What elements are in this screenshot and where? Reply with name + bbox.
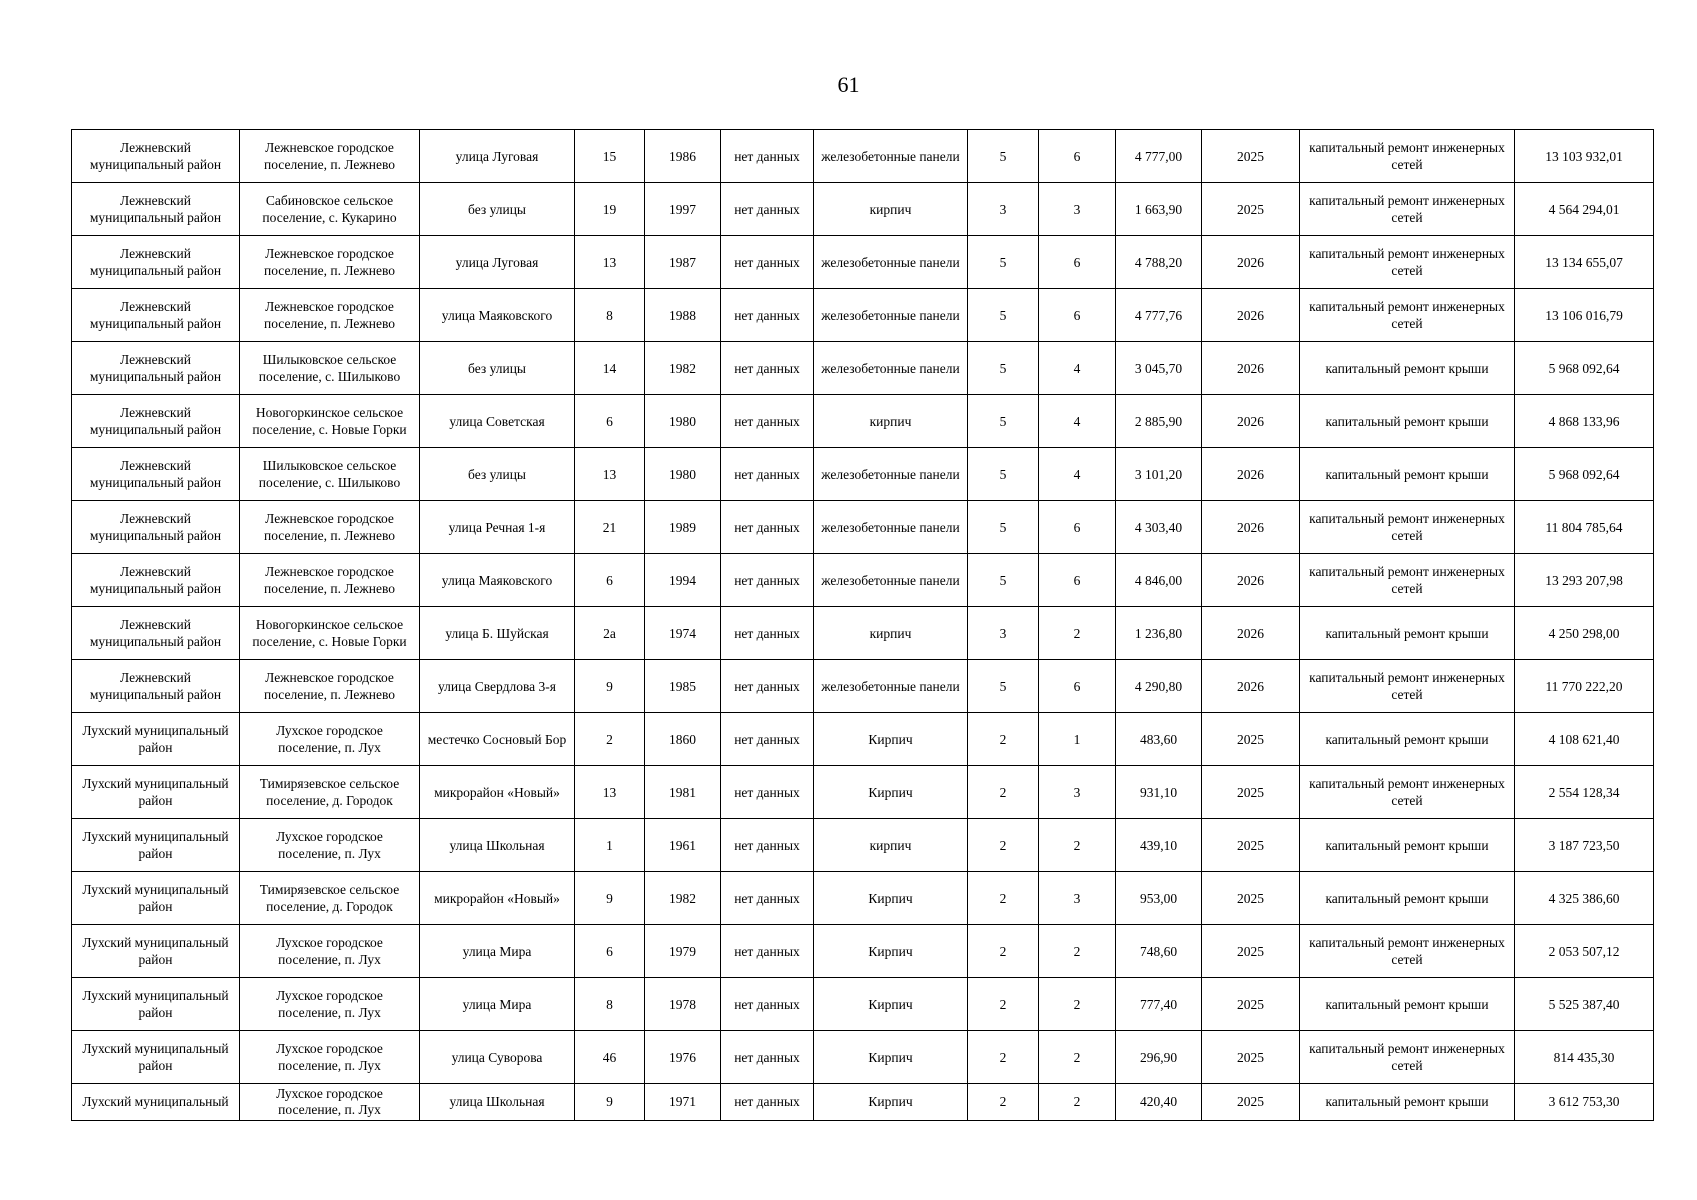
settlement-cell: Новогоркинское сельское поселение, с. Новые Горки <box>240 607 420 660</box>
settlement-cell: Шилыковское сельское поселение, с. Шилыково <box>240 448 420 501</box>
area-cell: 439,10 <box>1116 819 1202 872</box>
house-number-cell: 14 <box>575 342 645 395</box>
cost-cell: 4 868 133,96 <box>1515 395 1654 448</box>
area-cell: 777,40 <box>1116 978 1202 1031</box>
entrances-cell: 6 <box>1039 289 1116 342</box>
house-number-cell: 6 <box>575 925 645 978</box>
table-row <box>72 660 1654 713</box>
district-cell: Лухский муниципальный район <box>72 872 240 925</box>
area-cell: 4 303,40 <box>1116 501 1202 554</box>
entrances-cell: 6 <box>1039 236 1116 289</box>
plan-year-cell: 2026 <box>1202 289 1300 342</box>
work-type-cell: капитальный ремонт крыши <box>1300 342 1515 395</box>
wall-material-cell: железобетонные панели <box>814 554 968 607</box>
house-number-cell: 8 <box>575 978 645 1031</box>
wall-material-cell: Кирпич <box>814 1031 968 1084</box>
no-data-cell: нет данных <box>721 607 814 660</box>
cost-cell: 11 770 222,20 <box>1515 660 1654 713</box>
street-cell: микрорайон «Новый» <box>420 872 575 925</box>
house-number-cell: 6 <box>575 395 645 448</box>
table-row <box>72 342 1654 395</box>
year-built-cell: 1988 <box>645 289 721 342</box>
plan-year-cell: 2025 <box>1202 1031 1300 1084</box>
area-cell: 4 788,20 <box>1116 236 1202 289</box>
table-row <box>72 766 1654 819</box>
work-type-cell: капитальный ремонт крыши <box>1300 819 1515 872</box>
registry-table <box>71 129 1654 1121</box>
work-type-cell: капитальный ремонт крыши <box>1300 1084 1515 1121</box>
cost-cell: 5 968 092,64 <box>1515 342 1654 395</box>
no-data-cell: нет данных <box>721 978 814 1031</box>
street-cell: улица Свердлова 3-я <box>420 660 575 713</box>
street-cell: без улицы <box>420 448 575 501</box>
no-data-cell: нет данных <box>721 872 814 925</box>
house-number-cell: 13 <box>575 236 645 289</box>
street-cell: улица Луговая <box>420 130 575 183</box>
street-cell: улица Мира <box>420 925 575 978</box>
house-number-cell: 19 <box>575 183 645 236</box>
wall-material-cell: железобетонные панели <box>814 660 968 713</box>
no-data-cell: нет данных <box>721 1031 814 1084</box>
work-type-cell: капитальный ремонт инженерных сетей <box>1300 501 1515 554</box>
table-row <box>72 978 1654 1031</box>
work-type-cell: капитальный ремонт инженерных сетей <box>1300 183 1515 236</box>
entrances-cell: 2 <box>1039 925 1116 978</box>
cost-cell: 11 804 785,64 <box>1515 501 1654 554</box>
year-built-cell: 1982 <box>645 342 721 395</box>
floors-cell: 5 <box>968 448 1039 501</box>
cost-cell: 4 108 621,40 <box>1515 713 1654 766</box>
district-cell: Лухский муниципальный район <box>72 1031 240 1084</box>
plan-year-cell: 2025 <box>1202 872 1300 925</box>
area-cell: 483,60 <box>1116 713 1202 766</box>
district-cell: Лухский муниципальный район <box>72 978 240 1031</box>
plan-year-cell: 2025 <box>1202 819 1300 872</box>
area-cell: 3 101,20 <box>1116 448 1202 501</box>
wall-material-cell: железобетонные панели <box>814 342 968 395</box>
wall-material-cell: Кирпич <box>814 1084 968 1121</box>
floors-cell: 5 <box>968 236 1039 289</box>
year-built-cell: 1989 <box>645 501 721 554</box>
entrances-cell: 2 <box>1039 819 1116 872</box>
cost-cell: 2 053 507,12 <box>1515 925 1654 978</box>
floors-cell: 5 <box>968 130 1039 183</box>
plan-year-cell: 2025 <box>1202 130 1300 183</box>
wall-material-cell: кирпич <box>814 395 968 448</box>
no-data-cell: нет данных <box>721 819 814 872</box>
cost-cell: 13 293 207,98 <box>1515 554 1654 607</box>
year-built-cell: 1986 <box>645 130 721 183</box>
wall-material-cell: Кирпич <box>814 766 968 819</box>
street-cell: улица Советская <box>420 395 575 448</box>
cost-cell: 4 564 294,01 <box>1515 183 1654 236</box>
work-type-cell: капитальный ремонт инженерных сетей <box>1300 766 1515 819</box>
street-cell: улица Речная 1-я <box>420 501 575 554</box>
year-built-cell: 1994 <box>645 554 721 607</box>
street-cell: микрорайон «Новый» <box>420 766 575 819</box>
wall-material-cell: железобетонные панели <box>814 289 968 342</box>
year-built-cell: 1987 <box>645 236 721 289</box>
area-cell: 420,40 <box>1116 1084 1202 1121</box>
cost-cell: 2 554 128,34 <box>1515 766 1654 819</box>
table-body <box>72 130 1654 1121</box>
cost-cell: 4 325 386,60 <box>1515 872 1654 925</box>
cost-cell: 3 187 723,50 <box>1515 819 1654 872</box>
floors-cell: 2 <box>968 819 1039 872</box>
wall-material-cell: железобетонные панели <box>814 448 968 501</box>
floors-cell: 2 <box>968 925 1039 978</box>
wall-material-cell: кирпич <box>814 819 968 872</box>
page-number: 61 <box>837 72 860 97</box>
house-number-cell: 8 <box>575 289 645 342</box>
settlement-cell: Новогоркинское сельское поселение, с. Новые Горки <box>240 395 420 448</box>
plan-year-cell: 2026 <box>1202 660 1300 713</box>
table-row <box>72 713 1654 766</box>
house-number-cell: 9 <box>575 872 645 925</box>
year-built-cell: 1980 <box>645 395 721 448</box>
cost-cell: 5 968 092,64 <box>1515 448 1654 501</box>
work-type-cell: капитальный ремонт инженерных сетей <box>1300 1031 1515 1084</box>
settlement-cell: Лухское городское поселение, п. Лух <box>240 1084 420 1121</box>
floors-cell: 5 <box>968 660 1039 713</box>
plan-year-cell: 2026 <box>1202 395 1300 448</box>
district-cell: Лежневский муниципальный район <box>72 342 240 395</box>
year-built-cell: 1860 <box>645 713 721 766</box>
plan-year-cell: 2026 <box>1202 501 1300 554</box>
entrances-cell: 4 <box>1039 342 1116 395</box>
district-cell: Лежневский муниципальный район <box>72 130 240 183</box>
street-cell: улица Школьная <box>420 1084 575 1121</box>
table-row <box>72 236 1654 289</box>
no-data-cell: нет данных <box>721 925 814 978</box>
wall-material-cell: Кирпич <box>814 925 968 978</box>
house-number-cell: 6 <box>575 554 645 607</box>
year-built-cell: 1971 <box>645 1084 721 1121</box>
year-built-cell: 1981 <box>645 766 721 819</box>
district-cell: Лухский муниципальный район <box>72 925 240 978</box>
street-cell: улица Б. Шуйская <box>420 607 575 660</box>
area-cell: 3 045,70 <box>1116 342 1202 395</box>
entrances-cell: 6 <box>1039 554 1116 607</box>
cost-cell: 13 106 016,79 <box>1515 289 1654 342</box>
area-cell: 953,00 <box>1116 872 1202 925</box>
settlement-cell: Лежневское городское поселение, п. Лежнево <box>240 236 420 289</box>
floors-cell: 3 <box>968 607 1039 660</box>
table-row <box>72 448 1654 501</box>
district-cell: Лежневский муниципальный район <box>72 236 240 289</box>
house-number-cell: 2а <box>575 607 645 660</box>
floors-cell: 2 <box>968 1084 1039 1121</box>
district-cell: Лухский муниципальный <box>72 1084 240 1121</box>
table-row <box>72 130 1654 183</box>
work-type-cell: капитальный ремонт инженерных сетей <box>1300 660 1515 713</box>
district-cell: Лежневский муниципальный район <box>72 448 240 501</box>
street-cell: улица Маяковского <box>420 554 575 607</box>
entrances-cell: 2 <box>1039 1031 1116 1084</box>
floors-cell: 5 <box>968 554 1039 607</box>
table-row <box>72 1084 1654 1121</box>
plan-year-cell: 2025 <box>1202 183 1300 236</box>
table-row <box>72 501 1654 554</box>
no-data-cell: нет данных <box>721 289 814 342</box>
district-cell: Лежневский муниципальный район <box>72 183 240 236</box>
year-built-cell: 1985 <box>645 660 721 713</box>
plan-year-cell: 2026 <box>1202 236 1300 289</box>
entrances-cell: 3 <box>1039 872 1116 925</box>
floors-cell: 5 <box>968 395 1039 448</box>
area-cell: 4 290,80 <box>1116 660 1202 713</box>
no-data-cell: нет данных <box>721 1084 814 1121</box>
settlement-cell: Лухское городское поселение, п. Лух <box>240 925 420 978</box>
area-cell: 4 777,76 <box>1116 289 1202 342</box>
settlement-cell: Тимирязевское сельское поселение, д. Городок <box>240 766 420 819</box>
work-type-cell: капитальный ремонт инженерных сетей <box>1300 925 1515 978</box>
plan-year-cell: 2025 <box>1202 1084 1300 1121</box>
settlement-cell: Лухское городское поселение, п. Лух <box>240 713 420 766</box>
floors-cell: 2 <box>968 1031 1039 1084</box>
entrances-cell: 1 <box>1039 713 1116 766</box>
street-cell: улица Суворова <box>420 1031 575 1084</box>
wall-material-cell: кирпич <box>814 183 968 236</box>
no-data-cell: нет данных <box>721 766 814 819</box>
floors-cell: 5 <box>968 289 1039 342</box>
table-row <box>72 819 1654 872</box>
settlement-cell: Лежневское городское поселение, п. Лежнево <box>240 501 420 554</box>
entrances-cell: 4 <box>1039 448 1116 501</box>
floors-cell: 2 <box>968 713 1039 766</box>
area-cell: 1 236,80 <box>1116 607 1202 660</box>
entrances-cell: 3 <box>1039 766 1116 819</box>
work-type-cell: капитальный ремонт крыши <box>1300 395 1515 448</box>
floors-cell: 5 <box>968 342 1039 395</box>
no-data-cell: нет данных <box>721 236 814 289</box>
wall-material-cell: Кирпич <box>814 713 968 766</box>
wall-material-cell: кирпич <box>814 607 968 660</box>
year-built-cell: 1978 <box>645 978 721 1031</box>
table-row <box>72 395 1654 448</box>
cost-cell: 13 103 932,01 <box>1515 130 1654 183</box>
entrances-cell: 6 <box>1039 130 1116 183</box>
area-cell: 4 777,00 <box>1116 130 1202 183</box>
house-number-cell: 13 <box>575 448 645 501</box>
no-data-cell: нет данных <box>721 554 814 607</box>
floors-cell: 2 <box>968 872 1039 925</box>
street-cell: улица Школьная <box>420 819 575 872</box>
entrances-cell: 2 <box>1039 978 1116 1031</box>
cost-cell: 3 612 753,30 <box>1515 1084 1654 1121</box>
settlement-cell: Лухское городское поселение, п. Лух <box>240 978 420 1031</box>
plan-year-cell: 2026 <box>1202 448 1300 501</box>
entrances-cell: 3 <box>1039 183 1116 236</box>
table-row <box>72 183 1654 236</box>
floors-cell: 2 <box>968 978 1039 1031</box>
work-type-cell: капитальный ремонт крыши <box>1300 978 1515 1031</box>
district-cell: Лежневский муниципальный район <box>72 289 240 342</box>
cost-cell: 4 250 298,00 <box>1515 607 1654 660</box>
settlement-cell: Лежневское городское поселение, п. Лежнево <box>240 289 420 342</box>
house-number-cell: 1 <box>575 819 645 872</box>
no-data-cell: нет данных <box>721 660 814 713</box>
work-type-cell: капитальный ремонт крыши <box>1300 448 1515 501</box>
street-cell: без улицы <box>420 183 575 236</box>
house-number-cell: 15 <box>575 130 645 183</box>
table-row <box>72 872 1654 925</box>
table-row <box>72 1031 1654 1084</box>
house-number-cell: 9 <box>575 660 645 713</box>
settlement-cell: Тимирязевское сельское поселение, д. Городок <box>240 872 420 925</box>
district-cell: Лухский муниципальный район <box>72 713 240 766</box>
area-cell: 296,90 <box>1116 1031 1202 1084</box>
street-cell: улица Луговая <box>420 236 575 289</box>
floors-cell: 3 <box>968 183 1039 236</box>
area-cell: 748,60 <box>1116 925 1202 978</box>
wall-material-cell: Кирпич <box>814 978 968 1031</box>
year-built-cell: 1976 <box>645 1031 721 1084</box>
work-type-cell: капитальный ремонт крыши <box>1300 872 1515 925</box>
house-number-cell: 21 <box>575 501 645 554</box>
year-built-cell: 1997 <box>645 183 721 236</box>
district-cell: Лежневский муниципальный район <box>72 554 240 607</box>
district-cell: Лежневский муниципальный район <box>72 501 240 554</box>
year-built-cell: 1979 <box>645 925 721 978</box>
no-data-cell: нет данных <box>721 183 814 236</box>
year-built-cell: 1974 <box>645 607 721 660</box>
district-cell: Лухский муниципальный район <box>72 819 240 872</box>
wall-material-cell: Кирпич <box>814 872 968 925</box>
district-cell: Лежневский муниципальный район <box>72 395 240 448</box>
plan-year-cell: 2026 <box>1202 342 1300 395</box>
house-number-cell: 13 <box>575 766 645 819</box>
cost-cell: 13 134 655,07 <box>1515 236 1654 289</box>
settlement-cell: Лежневское городское поселение, п. Лежнево <box>240 130 420 183</box>
cost-cell: 5 525 387,40 <box>1515 978 1654 1031</box>
settlement-cell: Лухское городское поселение, п. Лух <box>240 1031 420 1084</box>
area-cell: 931,10 <box>1116 766 1202 819</box>
entrances-cell: 2 <box>1039 1084 1116 1121</box>
floors-cell: 2 <box>968 766 1039 819</box>
year-built-cell: 1961 <box>645 819 721 872</box>
entrances-cell: 6 <box>1039 501 1116 554</box>
entrances-cell: 6 <box>1039 660 1116 713</box>
area-cell: 2 885,90 <box>1116 395 1202 448</box>
plan-year-cell: 2026 <box>1202 554 1300 607</box>
settlement-cell: Сабиновское сельское поселение, с. Кукарино <box>240 183 420 236</box>
settlement-cell: Лухское городское поселение, п. Лух <box>240 819 420 872</box>
settlement-cell: Лежневское городское поселение, п. Лежнево <box>240 660 420 713</box>
street-cell: улица Мира <box>420 978 575 1031</box>
no-data-cell: нет данных <box>721 448 814 501</box>
area-cell: 1 663,90 <box>1116 183 1202 236</box>
plan-year-cell: 2025 <box>1202 766 1300 819</box>
plan-year-cell: 2025 <box>1202 713 1300 766</box>
table-row <box>72 925 1654 978</box>
wall-material-cell: железобетонные панели <box>814 130 968 183</box>
plan-year-cell: 2025 <box>1202 978 1300 1031</box>
wall-material-cell: железобетонные панели <box>814 236 968 289</box>
cost-cell: 814 435,30 <box>1515 1031 1654 1084</box>
work-type-cell: капитальный ремонт крыши <box>1300 607 1515 660</box>
district-cell: Лежневский муниципальный район <box>72 607 240 660</box>
plan-year-cell: 2025 <box>1202 925 1300 978</box>
no-data-cell: нет данных <box>721 130 814 183</box>
work-type-cell: капитальный ремонт инженерных сетей <box>1300 554 1515 607</box>
settlement-cell: Шилыковское сельское поселение, с. Шилыково <box>240 342 420 395</box>
no-data-cell: нет данных <box>721 713 814 766</box>
no-data-cell: нет данных <box>721 342 814 395</box>
floors-cell: 5 <box>968 501 1039 554</box>
work-type-cell: капитальный ремонт инженерных сетей <box>1300 289 1515 342</box>
year-built-cell: 1982 <box>645 872 721 925</box>
house-number-cell: 2 <box>575 713 645 766</box>
entrances-cell: 4 <box>1039 395 1116 448</box>
district-cell: Лежневский муниципальный район <box>72 660 240 713</box>
settlement-cell: Лежневское городское поселение, п. Лежнево <box>240 554 420 607</box>
work-type-cell: капитальный ремонт крыши <box>1300 713 1515 766</box>
work-type-cell: капитальный ремонт инженерных сетей <box>1300 130 1515 183</box>
district-cell: Лухский муниципальный район <box>72 766 240 819</box>
table-row <box>72 289 1654 342</box>
street-cell: без улицы <box>420 342 575 395</box>
area-cell: 4 846,00 <box>1116 554 1202 607</box>
street-cell: улица Маяковского <box>420 289 575 342</box>
plan-year-cell: 2026 <box>1202 607 1300 660</box>
street-cell: местечко Сосновый Бор <box>420 713 575 766</box>
house-number-cell: 9 <box>575 1084 645 1121</box>
work-type-cell: капитальный ремонт инженерных сетей <box>1300 236 1515 289</box>
no-data-cell: нет данных <box>721 395 814 448</box>
entrances-cell: 2 <box>1039 607 1116 660</box>
table-row <box>72 607 1654 660</box>
no-data-cell: нет данных <box>721 501 814 554</box>
house-number-cell: 46 <box>575 1031 645 1084</box>
table-row <box>72 554 1654 607</box>
wall-material-cell: железобетонные панели <box>814 501 968 554</box>
year-built-cell: 1980 <box>645 448 721 501</box>
